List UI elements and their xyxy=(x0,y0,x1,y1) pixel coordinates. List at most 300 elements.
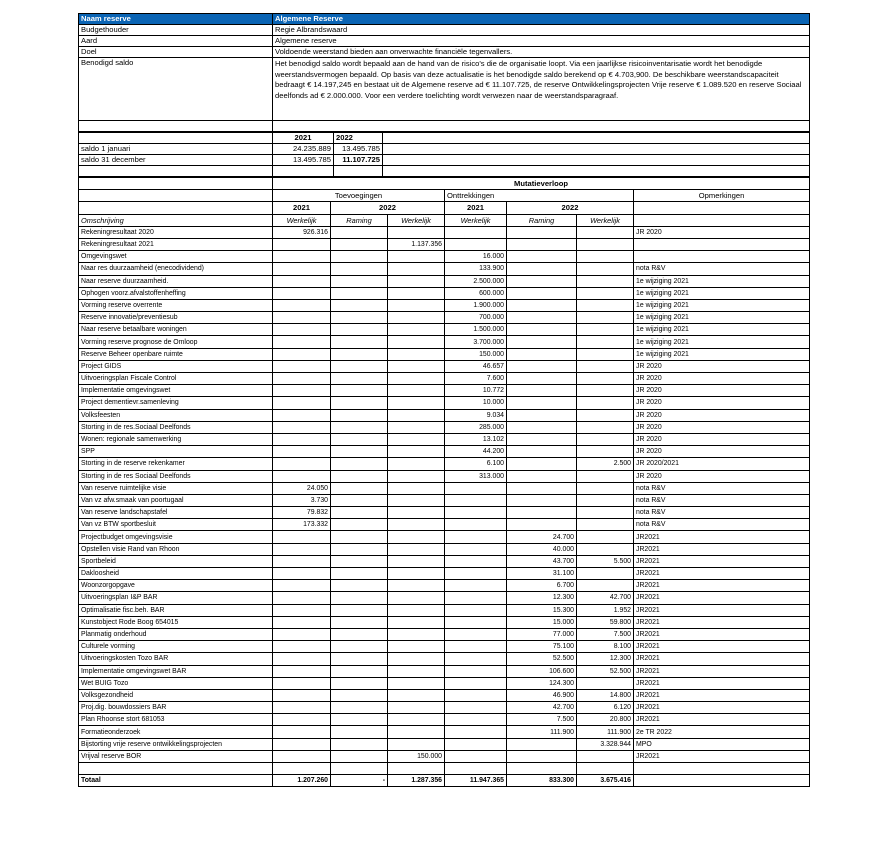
additions-2022-estimate-cell xyxy=(331,446,388,458)
additions-2021-actual-cell xyxy=(273,360,331,372)
additions-2022-estimate-cell xyxy=(331,641,388,653)
balance-empty xyxy=(383,144,810,155)
additions-2021-actual-cell xyxy=(273,312,331,324)
mutation-title-row xyxy=(79,178,810,190)
withdrawals-2021-actual-cell: 13.102 xyxy=(445,433,507,445)
withdrawals-2022-actual-cell xyxy=(577,385,634,397)
additions-2022-estimate-cell xyxy=(331,312,388,324)
additions-2022-actual-cell xyxy=(388,628,445,640)
withdrawals-2022-actual-cell: 3.328.944 xyxy=(577,738,634,750)
table-row xyxy=(79,470,810,482)
withdrawals-2021-actual-cell: 44.200 xyxy=(445,446,507,458)
mutation-title: Mutatieverloop xyxy=(273,178,810,190)
withdrawals-2022-estimate-cell xyxy=(507,324,577,336)
additions-2022-estimate-cell xyxy=(331,592,388,604)
remarks-cell: JR2021 xyxy=(634,665,810,677)
withdrawals-2021-actual-cell xyxy=(445,568,507,580)
additions-2022-estimate-cell xyxy=(331,738,388,750)
withdrawals-2022-estimate-cell xyxy=(507,519,577,531)
mutation-table xyxy=(78,177,810,787)
description-cell: Uitvoeringskosten Tozo BAR xyxy=(79,653,273,665)
remarks-header: Opmerkingen xyxy=(634,190,810,202)
total-additions-2022-actual: 1.287.356 xyxy=(388,775,445,787)
description-header: Omschrijving xyxy=(79,214,273,226)
additions-2022-actual-cell xyxy=(388,531,445,543)
remarks-cell: JR2021 xyxy=(634,750,810,762)
mutation-corner xyxy=(79,190,273,202)
withdrawals-2022-actual-cell xyxy=(577,397,634,409)
balance-label: saldo 1 januari xyxy=(79,144,273,155)
total-additions-2021: 1.207.260 xyxy=(273,775,331,787)
withdrawals-2021-actual-cell xyxy=(445,616,507,628)
table-row xyxy=(79,299,810,311)
additions-2021-actual-cell xyxy=(273,458,331,470)
additions-2021-actual-cell xyxy=(273,653,331,665)
description-cell: Van reserve landschapstafel xyxy=(79,507,273,519)
balance-year-2021: 2021 xyxy=(273,133,334,144)
withdrawals-2021-actual-cell xyxy=(445,531,507,543)
total-withdrawals-2022-estimate: 833.300 xyxy=(507,775,577,787)
additions-year-2021: 2021 xyxy=(273,202,331,214)
description-cell: Rekeningresultaat 2021 xyxy=(79,238,273,250)
withdrawals-2022-estimate-header: Raming xyxy=(507,214,577,226)
additions-2021-actual-cell xyxy=(273,543,331,555)
additions-2022-estimate-cell xyxy=(331,494,388,506)
additions-2022-actual-cell xyxy=(388,263,445,275)
withdrawals-2022-estimate-cell: 15.300 xyxy=(507,604,577,616)
additions-2021-actual-cell xyxy=(273,677,331,689)
additions-2022-estimate-cell xyxy=(331,543,388,555)
balance-year-row xyxy=(79,133,810,144)
withdrawals-2021-actual-cell: 700.000 xyxy=(445,312,507,324)
additions-2022-estimate-cell xyxy=(331,714,388,726)
additions-2022-actual-cell xyxy=(388,653,445,665)
withdrawals-2022-actual-cell xyxy=(577,568,634,580)
additions-2022-actual-cell xyxy=(388,641,445,653)
withdrawals-header: Onttrekkingen xyxy=(445,190,634,202)
remarks-cell: 1e wijziging 2021 xyxy=(634,324,810,336)
additions-2022-actual-cell xyxy=(388,312,445,324)
withdrawals-2022-estimate-cell xyxy=(507,397,577,409)
description-cell: Naar reserve duurzaamheid. xyxy=(79,275,273,287)
remarks-cell: JR2021 xyxy=(634,677,810,689)
remarks-cell: JR2021 xyxy=(634,592,810,604)
additions-2021-actual-cell xyxy=(273,470,331,482)
additions-2021-actual-cell xyxy=(273,299,331,311)
additions-2021-actual-cell xyxy=(273,324,331,336)
withdrawals-2021-actual-cell xyxy=(445,592,507,604)
remarks-cell: 1e wijziging 2021 xyxy=(634,299,810,311)
withdrawals-2022-estimate-cell: 77.000 xyxy=(507,628,577,640)
additions-2022-actual-cell xyxy=(388,519,445,531)
withdrawals-2021-actual-cell: 46.657 xyxy=(445,360,507,372)
additions-2022-actual-cell xyxy=(388,677,445,689)
spacer-cell xyxy=(507,763,577,775)
withdrawals-2022-actual-cell xyxy=(577,275,634,287)
withdrawals-2022-estimate-cell: 12.300 xyxy=(507,592,577,604)
withdrawals-2022-estimate-cell: 40.000 xyxy=(507,543,577,555)
withdrawals-2021-actual-cell: 10.772 xyxy=(445,385,507,397)
remarks-cell: JR2021 xyxy=(634,628,810,640)
withdrawals-2022-estimate-cell xyxy=(507,750,577,762)
additions-2022-estimate-cell xyxy=(331,238,388,250)
additions-2022-actual-cell xyxy=(388,348,445,360)
additions-2021-actual-cell xyxy=(273,665,331,677)
table-row xyxy=(79,592,810,604)
withdrawals-2022-actual-cell xyxy=(577,287,634,299)
additions-2021-actual-cell xyxy=(273,714,331,726)
description-cell: Culturele vorming xyxy=(79,641,273,653)
total-additions-2022-estimate: - xyxy=(331,775,388,787)
header-row-type xyxy=(79,36,810,47)
additions-2021-actual-cell xyxy=(273,385,331,397)
withdrawals-2021-actual-cell xyxy=(445,507,507,519)
additions-2022-estimate-cell xyxy=(331,702,388,714)
withdrawals-2022-actual-cell xyxy=(577,531,634,543)
description-cell: Reserve innovatie/preventiesub xyxy=(79,312,273,324)
withdrawals-2022-estimate-cell: 42.700 xyxy=(507,702,577,714)
total-withdrawals-2021: 11.947.365 xyxy=(445,775,507,787)
description-cell: Wet BUIG Tozo xyxy=(79,677,273,689)
additions-2021-actual-cell xyxy=(273,726,331,738)
additions-2022-estimate-cell xyxy=(331,628,388,640)
additions-2022-actual-cell: 1.137.356 xyxy=(388,238,445,250)
withdrawals-2021-actual-cell xyxy=(445,702,507,714)
additions-2022-estimate-cell xyxy=(331,519,388,531)
withdrawals-2021-actual-cell xyxy=(445,226,507,238)
additions-2022-estimate-cell xyxy=(331,531,388,543)
withdrawals-2022-actual-cell: 1.952 xyxy=(577,604,634,616)
description-cell: Formatieonderzoek xyxy=(79,726,273,738)
withdrawals-2022-estimate-cell xyxy=(507,336,577,348)
withdrawals-2021-actual-cell xyxy=(445,519,507,531)
spacer-cell xyxy=(334,166,383,177)
additions-2022-actual-cell xyxy=(388,226,445,238)
mutation-spacer-row xyxy=(79,763,810,775)
additions-2022-estimate-header: Raming xyxy=(331,214,388,226)
withdrawals-2022-estimate-cell: 75.100 xyxy=(507,641,577,653)
description-cell: Projectbudget omgevingsvisie xyxy=(79,531,273,543)
additions-2022-estimate-cell xyxy=(331,226,388,238)
additions-2022-actual-cell xyxy=(388,714,445,726)
header-row-owner xyxy=(79,25,810,36)
description-cell: Plan Rhoonse stort 681053 xyxy=(79,714,273,726)
total-remarks xyxy=(634,775,810,787)
additions-2022-actual-cell xyxy=(388,299,445,311)
remarks-cell: JR 2020 xyxy=(634,373,810,385)
additions-2022-estimate-cell xyxy=(331,385,388,397)
spacer-cell xyxy=(577,763,634,775)
spacer-cell xyxy=(79,166,273,177)
additions-2022-actual-cell xyxy=(388,507,445,519)
remarks-cell xyxy=(634,238,810,250)
additions-2022-actual-cell: 150.000 xyxy=(388,750,445,762)
spacer-cell xyxy=(273,763,331,775)
additions-2021-actual-cell xyxy=(273,287,331,299)
remarks-cell: 1e wijziging 2021 xyxy=(634,312,810,324)
additions-2022-actual-cell xyxy=(388,616,445,628)
withdrawals-2021-actual-header: Werkelijk xyxy=(445,214,507,226)
type-label: Aard xyxy=(79,36,273,47)
withdrawals-2022-estimate-cell xyxy=(507,470,577,482)
balance-corner xyxy=(79,133,273,144)
table-row xyxy=(79,324,810,336)
additions-2022-estimate-cell xyxy=(331,653,388,665)
additions-2022-estimate-cell xyxy=(331,421,388,433)
additions-2021-actual-cell xyxy=(273,238,331,250)
withdrawals-2022-actual-cell xyxy=(577,494,634,506)
remarks-cell: JR 2020 xyxy=(634,421,810,433)
balance-empty xyxy=(383,155,810,166)
table-row xyxy=(79,531,810,543)
table-row xyxy=(79,226,810,238)
withdrawals-2022-actual-cell xyxy=(577,421,634,433)
table-row xyxy=(79,665,810,677)
additions-2021-actual-cell xyxy=(273,689,331,701)
remarks-cell: JR 2020 xyxy=(634,385,810,397)
withdrawals-2022-estimate-cell: 111.900 xyxy=(507,726,577,738)
additions-2021-actual-cell xyxy=(273,373,331,385)
table-row xyxy=(79,287,810,299)
additions-2021-actual-cell: 3.730 xyxy=(273,494,331,506)
table-row xyxy=(79,373,810,385)
mutation-corner xyxy=(79,202,273,214)
additions-2022-actual-cell xyxy=(388,336,445,348)
additions-2021-actual-cell xyxy=(273,421,331,433)
additions-2022-estimate-cell xyxy=(331,275,388,287)
additions-2022-estimate-cell xyxy=(331,324,388,336)
description-cell: Uitvoeringsplan I&P BAR xyxy=(79,592,273,604)
additions-2022-estimate-cell xyxy=(331,373,388,385)
withdrawals-2022-estimate-cell xyxy=(507,348,577,360)
description-cell: Implementatie omgevingswet BAR xyxy=(79,665,273,677)
remarks-cell: 1e wijziging 2021 xyxy=(634,275,810,287)
remarks-cell: 2e TR 2022 xyxy=(634,726,810,738)
description-cell: Van vz BTW sportbesluit xyxy=(79,519,273,531)
withdrawals-2021-actual-cell: 150.000 xyxy=(445,348,507,360)
total-row xyxy=(79,775,810,787)
additions-2021-actual-cell: 79.832 xyxy=(273,507,331,519)
withdrawals-2022-actual-cell xyxy=(577,750,634,762)
additions-2021-actual-cell xyxy=(273,446,331,458)
additions-2022-actual-cell xyxy=(388,592,445,604)
header-row-goal xyxy=(79,47,810,58)
additions-2022-estimate-cell xyxy=(331,604,388,616)
additions-2022-actual-cell xyxy=(388,604,445,616)
withdrawals-2021-actual-cell xyxy=(445,543,507,555)
description-cell: Wonen: regionale samenwerking xyxy=(79,433,273,445)
balance-value-2022: 13.495.785 xyxy=(334,144,383,155)
withdrawals-2021-actual-cell xyxy=(445,665,507,677)
spacer-cell xyxy=(388,763,445,775)
description-cell: Vorming reserve prognose de Omloop xyxy=(79,336,273,348)
spacer-cell xyxy=(445,763,507,775)
withdrawals-2022-estimate-cell xyxy=(507,275,577,287)
type-value: Algemene reserve xyxy=(273,36,810,47)
additions-2022-actual-cell xyxy=(388,409,445,421)
withdrawals-2022-actual-cell xyxy=(577,507,634,519)
table-row xyxy=(79,726,810,738)
withdrawals-2021-actual-cell: 16.000 xyxy=(445,251,507,263)
balance-value-2021: 13.495.785 xyxy=(273,155,334,166)
description-cell: Omgevingswet xyxy=(79,251,273,263)
remarks-cell: JR 2020/2021 xyxy=(634,458,810,470)
needed-label: Benodigd saldo xyxy=(79,58,273,121)
withdrawals-2021-actual-cell xyxy=(445,482,507,494)
withdrawals-2022-actual-cell: 6.120 xyxy=(577,702,634,714)
remarks-cell: JR2021 xyxy=(634,689,810,701)
withdrawals-2021-actual-cell: 7.600 xyxy=(445,373,507,385)
additions-2022-estimate-cell xyxy=(331,458,388,470)
remarks-empty xyxy=(634,214,810,226)
table-row xyxy=(79,360,810,372)
additions-2021-actual-cell xyxy=(273,263,331,275)
additions-2022-actual-cell xyxy=(388,568,445,580)
table-row xyxy=(79,409,810,421)
additions-2022-actual-cell xyxy=(388,689,445,701)
withdrawals-2021-actual-cell: 1.900.000 xyxy=(445,299,507,311)
withdrawals-2022-actual-cell: 8.100 xyxy=(577,641,634,653)
header-row-name xyxy=(79,14,810,25)
additions-2022-estimate-cell xyxy=(331,299,388,311)
additions-2022-estimate-cell xyxy=(331,482,388,494)
name-label: Naam reserve xyxy=(79,14,273,25)
remarks-cell: JR 2020 xyxy=(634,226,810,238)
additions-2022-actual-cell xyxy=(388,494,445,506)
spacer-cell xyxy=(79,763,273,775)
table-row xyxy=(79,433,810,445)
withdrawals-2021-actual-cell xyxy=(445,738,507,750)
table-row xyxy=(79,263,810,275)
withdrawals-year-2021: 2021 xyxy=(445,202,507,214)
withdrawals-2022-actual-cell xyxy=(577,433,634,445)
withdrawals-2022-estimate-cell xyxy=(507,373,577,385)
additions-2021-actual-cell xyxy=(273,604,331,616)
table-row xyxy=(79,385,810,397)
withdrawals-2022-actual-cell: 2.500 xyxy=(577,458,634,470)
withdrawals-2021-actual-cell xyxy=(445,677,507,689)
withdrawals-2021-actual-cell: 9.034 xyxy=(445,409,507,421)
additions-2021-actual-cell xyxy=(273,592,331,604)
withdrawals-2022-actual-cell: 59.800 xyxy=(577,616,634,628)
table-row xyxy=(79,689,810,701)
withdrawals-2022-estimate-cell xyxy=(507,312,577,324)
withdrawals-2021-actual-cell: 3.700.000 xyxy=(445,336,507,348)
withdrawals-2022-estimate-cell xyxy=(507,226,577,238)
balance-label: saldo 31 december xyxy=(79,155,273,166)
description-cell: Vorming reserve overrente xyxy=(79,299,273,311)
withdrawals-2022-estimate-cell xyxy=(507,433,577,445)
needed-value: Het benodigd saldo wordt bepaald aan de hand van de risico's die de organisatie loopt. Via een jaarlijkse risicoinventarisatie wordt het benodigde weerstandsvermogen bepaald. Op basis van deze actualisatie is het benodigde saldo berekend op € 4.703,900. De beschikbare weerstandscapaciteit bedraagt € 14.197,245 en bestaat uit de Algemene reserve ad € 11.107.725, de reserve Ontwikkelingsprojecten Vrije reserve € 1.089.520 en reserve Sociaal deelfonds ad € 2.000.000. Voor een verdere toelichting wordt verwezen naar de weerstandsparagraaf. xyxy=(273,58,810,121)
description-cell: Rekeningresultaat 2020 xyxy=(79,226,273,238)
goal-label: Doel xyxy=(79,47,273,58)
remarks-cell: JR2021 xyxy=(634,555,810,567)
withdrawals-2022-actual-cell xyxy=(577,580,634,592)
withdrawals-2021-actual-cell xyxy=(445,750,507,762)
withdrawals-2022-actual-cell: 14.800 xyxy=(577,689,634,701)
description-cell: Kunstobject Rode Boog 654015 xyxy=(79,616,273,628)
additions-2022-estimate-cell xyxy=(331,470,388,482)
withdrawals-2021-actual-cell xyxy=(445,689,507,701)
additions-2022-actual-cell xyxy=(388,665,445,677)
withdrawals-2022-estimate-cell xyxy=(507,446,577,458)
additions-2021-actual-header: Werkelijk xyxy=(273,214,331,226)
withdrawals-2022-estimate-cell xyxy=(507,507,577,519)
table-row xyxy=(79,336,810,348)
additions-2021-actual-cell xyxy=(273,580,331,592)
withdrawals-2021-actual-cell xyxy=(445,604,507,616)
additions-2021-actual-cell xyxy=(273,568,331,580)
withdrawals-2021-actual-cell xyxy=(445,641,507,653)
table-row xyxy=(79,677,810,689)
additions-2022-actual-cell xyxy=(388,702,445,714)
description-cell: Volksgezondheid xyxy=(79,689,273,701)
remarks-cell: JR2021 xyxy=(634,580,810,592)
remarks-cell: JR 2020 xyxy=(634,470,810,482)
header-row-needed xyxy=(79,58,810,121)
additions-2022-estimate-cell xyxy=(331,263,388,275)
description-cell: Proj.dig. bouwdossiers BAR xyxy=(79,702,273,714)
description-cell: Woonzorgopgave xyxy=(79,580,273,592)
table-row xyxy=(79,507,810,519)
withdrawals-2021-actual-cell xyxy=(445,628,507,640)
balance-value-2022: 11.107.725 xyxy=(334,155,383,166)
spacer-cell xyxy=(383,166,810,177)
table-row xyxy=(79,580,810,592)
additions-2022-actual-cell xyxy=(388,580,445,592)
additions-2021-actual-cell xyxy=(273,750,331,762)
remarks-cell: nota R&V xyxy=(634,263,810,275)
balance-row-start xyxy=(79,144,810,155)
additions-2022-actual-cell xyxy=(388,458,445,470)
withdrawals-2022-estimate-cell xyxy=(507,482,577,494)
remarks-cell: JR2021 xyxy=(634,616,810,628)
mutation-subheader-row xyxy=(79,214,810,226)
additions-2022-actual-cell xyxy=(388,446,445,458)
withdrawals-2021-actual-cell: 600.000 xyxy=(445,287,507,299)
table-row xyxy=(79,238,810,250)
additions-2022-estimate-cell xyxy=(331,616,388,628)
total-withdrawals-2022-actual: 3.675.416 xyxy=(577,775,634,787)
description-cell: Uitvoeringsplan Fiscale Control xyxy=(79,373,273,385)
table-row xyxy=(79,714,810,726)
additions-2022-actual-cell xyxy=(388,482,445,494)
table-row xyxy=(79,348,810,360)
balance-empty xyxy=(383,133,810,144)
remarks-cell: JR2021 xyxy=(634,702,810,714)
withdrawals-2022-estimate-cell xyxy=(507,238,577,250)
remarks-cell: JR 2020 xyxy=(634,433,810,445)
withdrawals-2022-actual-cell xyxy=(577,226,634,238)
total-label: Totaal xyxy=(79,775,273,787)
remarks-cell: MPO xyxy=(634,738,810,750)
remarks-cell xyxy=(634,251,810,263)
withdrawals-year-2022: 2022 xyxy=(507,202,634,214)
additions-2021-actual-cell: 173.332 xyxy=(273,519,331,531)
additions-2021-actual-cell xyxy=(273,409,331,421)
description-cell: Implementatie omgevingswet xyxy=(79,385,273,397)
withdrawals-2022-estimate-cell xyxy=(507,263,577,275)
additions-2021-actual-cell xyxy=(273,251,331,263)
withdrawals-2022-estimate-cell xyxy=(507,421,577,433)
additions-2021-actual-cell: 24.050 xyxy=(273,482,331,494)
remarks-cell: nota R&V xyxy=(634,507,810,519)
spacer-cell xyxy=(273,166,334,177)
withdrawals-2022-actual-cell: 42.700 xyxy=(577,592,634,604)
balance-year-2022: 2022 xyxy=(334,133,383,144)
withdrawals-2021-actual-cell xyxy=(445,238,507,250)
description-cell: Volksfeesten xyxy=(79,409,273,421)
